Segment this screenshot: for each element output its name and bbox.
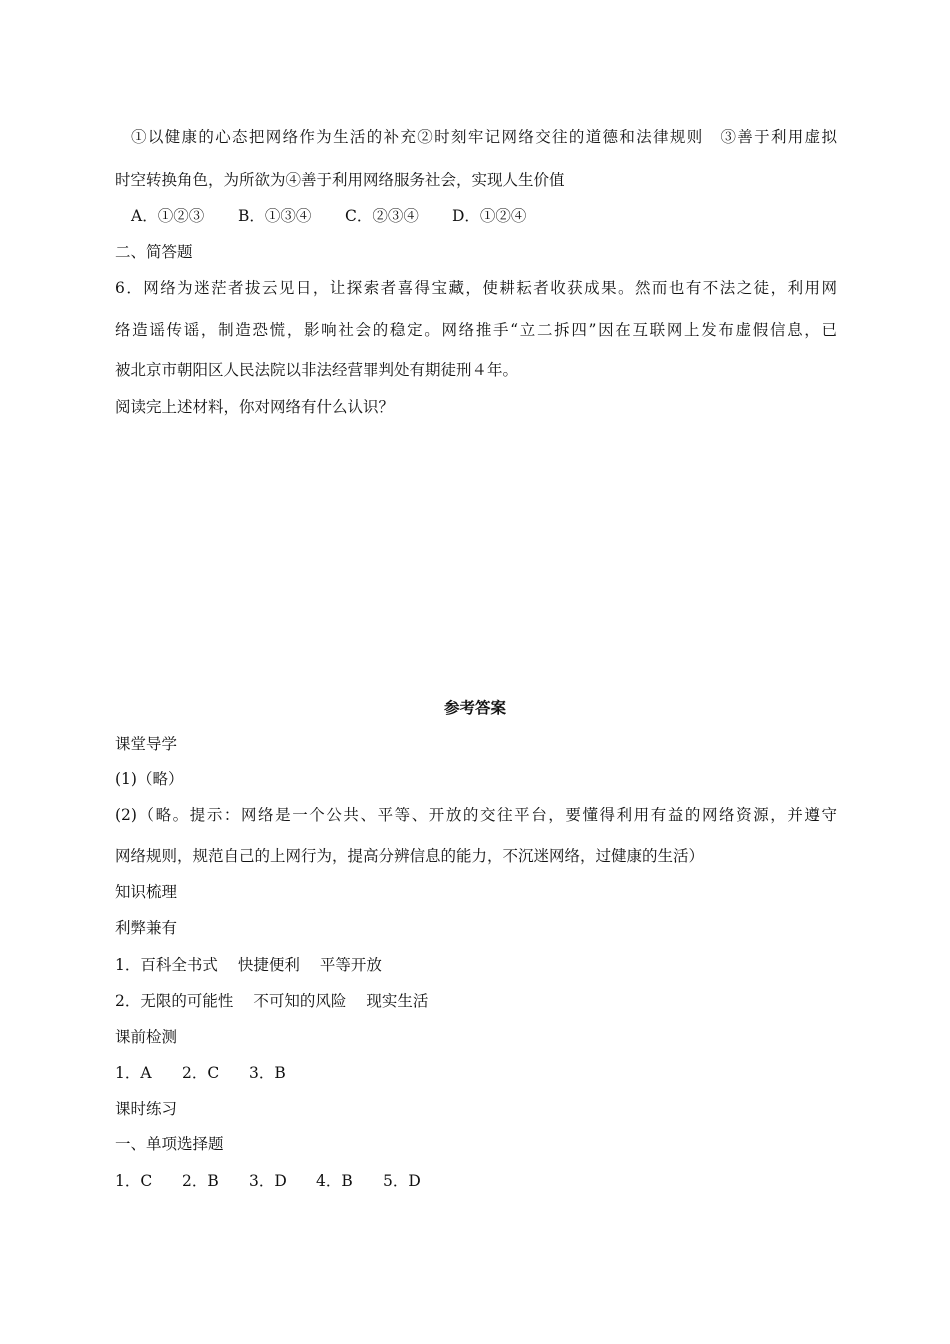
answer-item-2-line1: (2)（略。提示：网络是一个公共、平等、开放的交往平台，要懂得利用有益的网络资源，并遵守 bbox=[115, 806, 837, 824]
q6-line1: 6．网络为迷茫者拔云见日，让探索者喜得宝藏，使耕耘者收获成果。然而也有不法之徒，利用网 bbox=[115, 279, 837, 297]
pre-class-answers bbox=[115, 1063, 316, 1083]
section-title-short-answer: 二、简答题 bbox=[115, 243, 193, 261]
option-b: B．①③④ bbox=[238, 207, 312, 225]
item-part: 百科全书式 bbox=[140, 956, 218, 974]
item-number: 2． bbox=[115, 992, 141, 1010]
practice-answers bbox=[115, 1171, 450, 1191]
item-number: 1． bbox=[115, 956, 141, 974]
answer: 4．B bbox=[316, 1172, 353, 1190]
item-part: 平等开放 bbox=[319, 956, 382, 974]
q5-options bbox=[131, 206, 526, 226]
item-part: 无限的可能性 bbox=[140, 992, 234, 1010]
q6-question: 阅读完上述材料，你对网络有什么认识？ bbox=[115, 398, 395, 416]
answer: 3．B bbox=[249, 1064, 286, 1082]
heading-lesson-practice: 课时练习 bbox=[115, 1100, 178, 1118]
answer: 5．D bbox=[383, 1172, 421, 1190]
q6-line2: 络造谣传谣，制造恐慌，影响社会的稳定。网络推手“立二拆四”因在互联网上发布虚假信息，已 bbox=[115, 321, 837, 339]
answer: 3．D bbox=[249, 1172, 287, 1190]
heading-knowledge-review: 知识梳理 bbox=[115, 883, 178, 901]
answer: 2．B bbox=[182, 1172, 219, 1190]
knowledge-item-1 bbox=[115, 955, 382, 975]
heading-pros-cons: 利弊兼有 bbox=[115, 919, 178, 937]
q5-statements-line2: 时空转换角色，为所欲为④善于利用网络服务社会，实现人生价值 bbox=[115, 171, 565, 189]
answer: 1．A bbox=[115, 1064, 152, 1082]
option-d: D．①②④ bbox=[452, 207, 527, 225]
knowledge-item-2 bbox=[115, 991, 428, 1011]
answer: 2．C bbox=[182, 1064, 220, 1082]
item-part: 不可知的风险 bbox=[253, 992, 347, 1010]
q6-line3: 被北京市朝阳区人民法院以非法经营罪判处有期徒刑４年。 bbox=[115, 361, 519, 379]
item-part: 现实生活 bbox=[366, 992, 429, 1010]
q5-statements-line1: ①以健康的心态把网络作为生活的补充②时刻牢记网络交往的道德和法律规则 ③善于利用虚拟 bbox=[131, 128, 837, 146]
answer-item-2-line2: 网络规则，规范自己的上网行为，提高分辨信息的能力，不沉迷网络，过健康的生活） bbox=[115, 847, 705, 865]
heading-single-choice: 一、单项选择题 bbox=[115, 1135, 224, 1153]
option-a: A．①②③ bbox=[131, 207, 205, 225]
answer-key-title: 参考答案 bbox=[443, 698, 506, 717]
item-part: 快捷便利 bbox=[237, 956, 300, 974]
option-c: C．②③④ bbox=[345, 207, 419, 225]
answer: 1．C bbox=[115, 1172, 153, 1190]
heading-pre-class-test: 课前检测 bbox=[115, 1028, 178, 1046]
answer-item-1: (1)（略） bbox=[115, 770, 184, 788]
heading-classroom-guide: 课堂导学 bbox=[115, 735, 178, 753]
